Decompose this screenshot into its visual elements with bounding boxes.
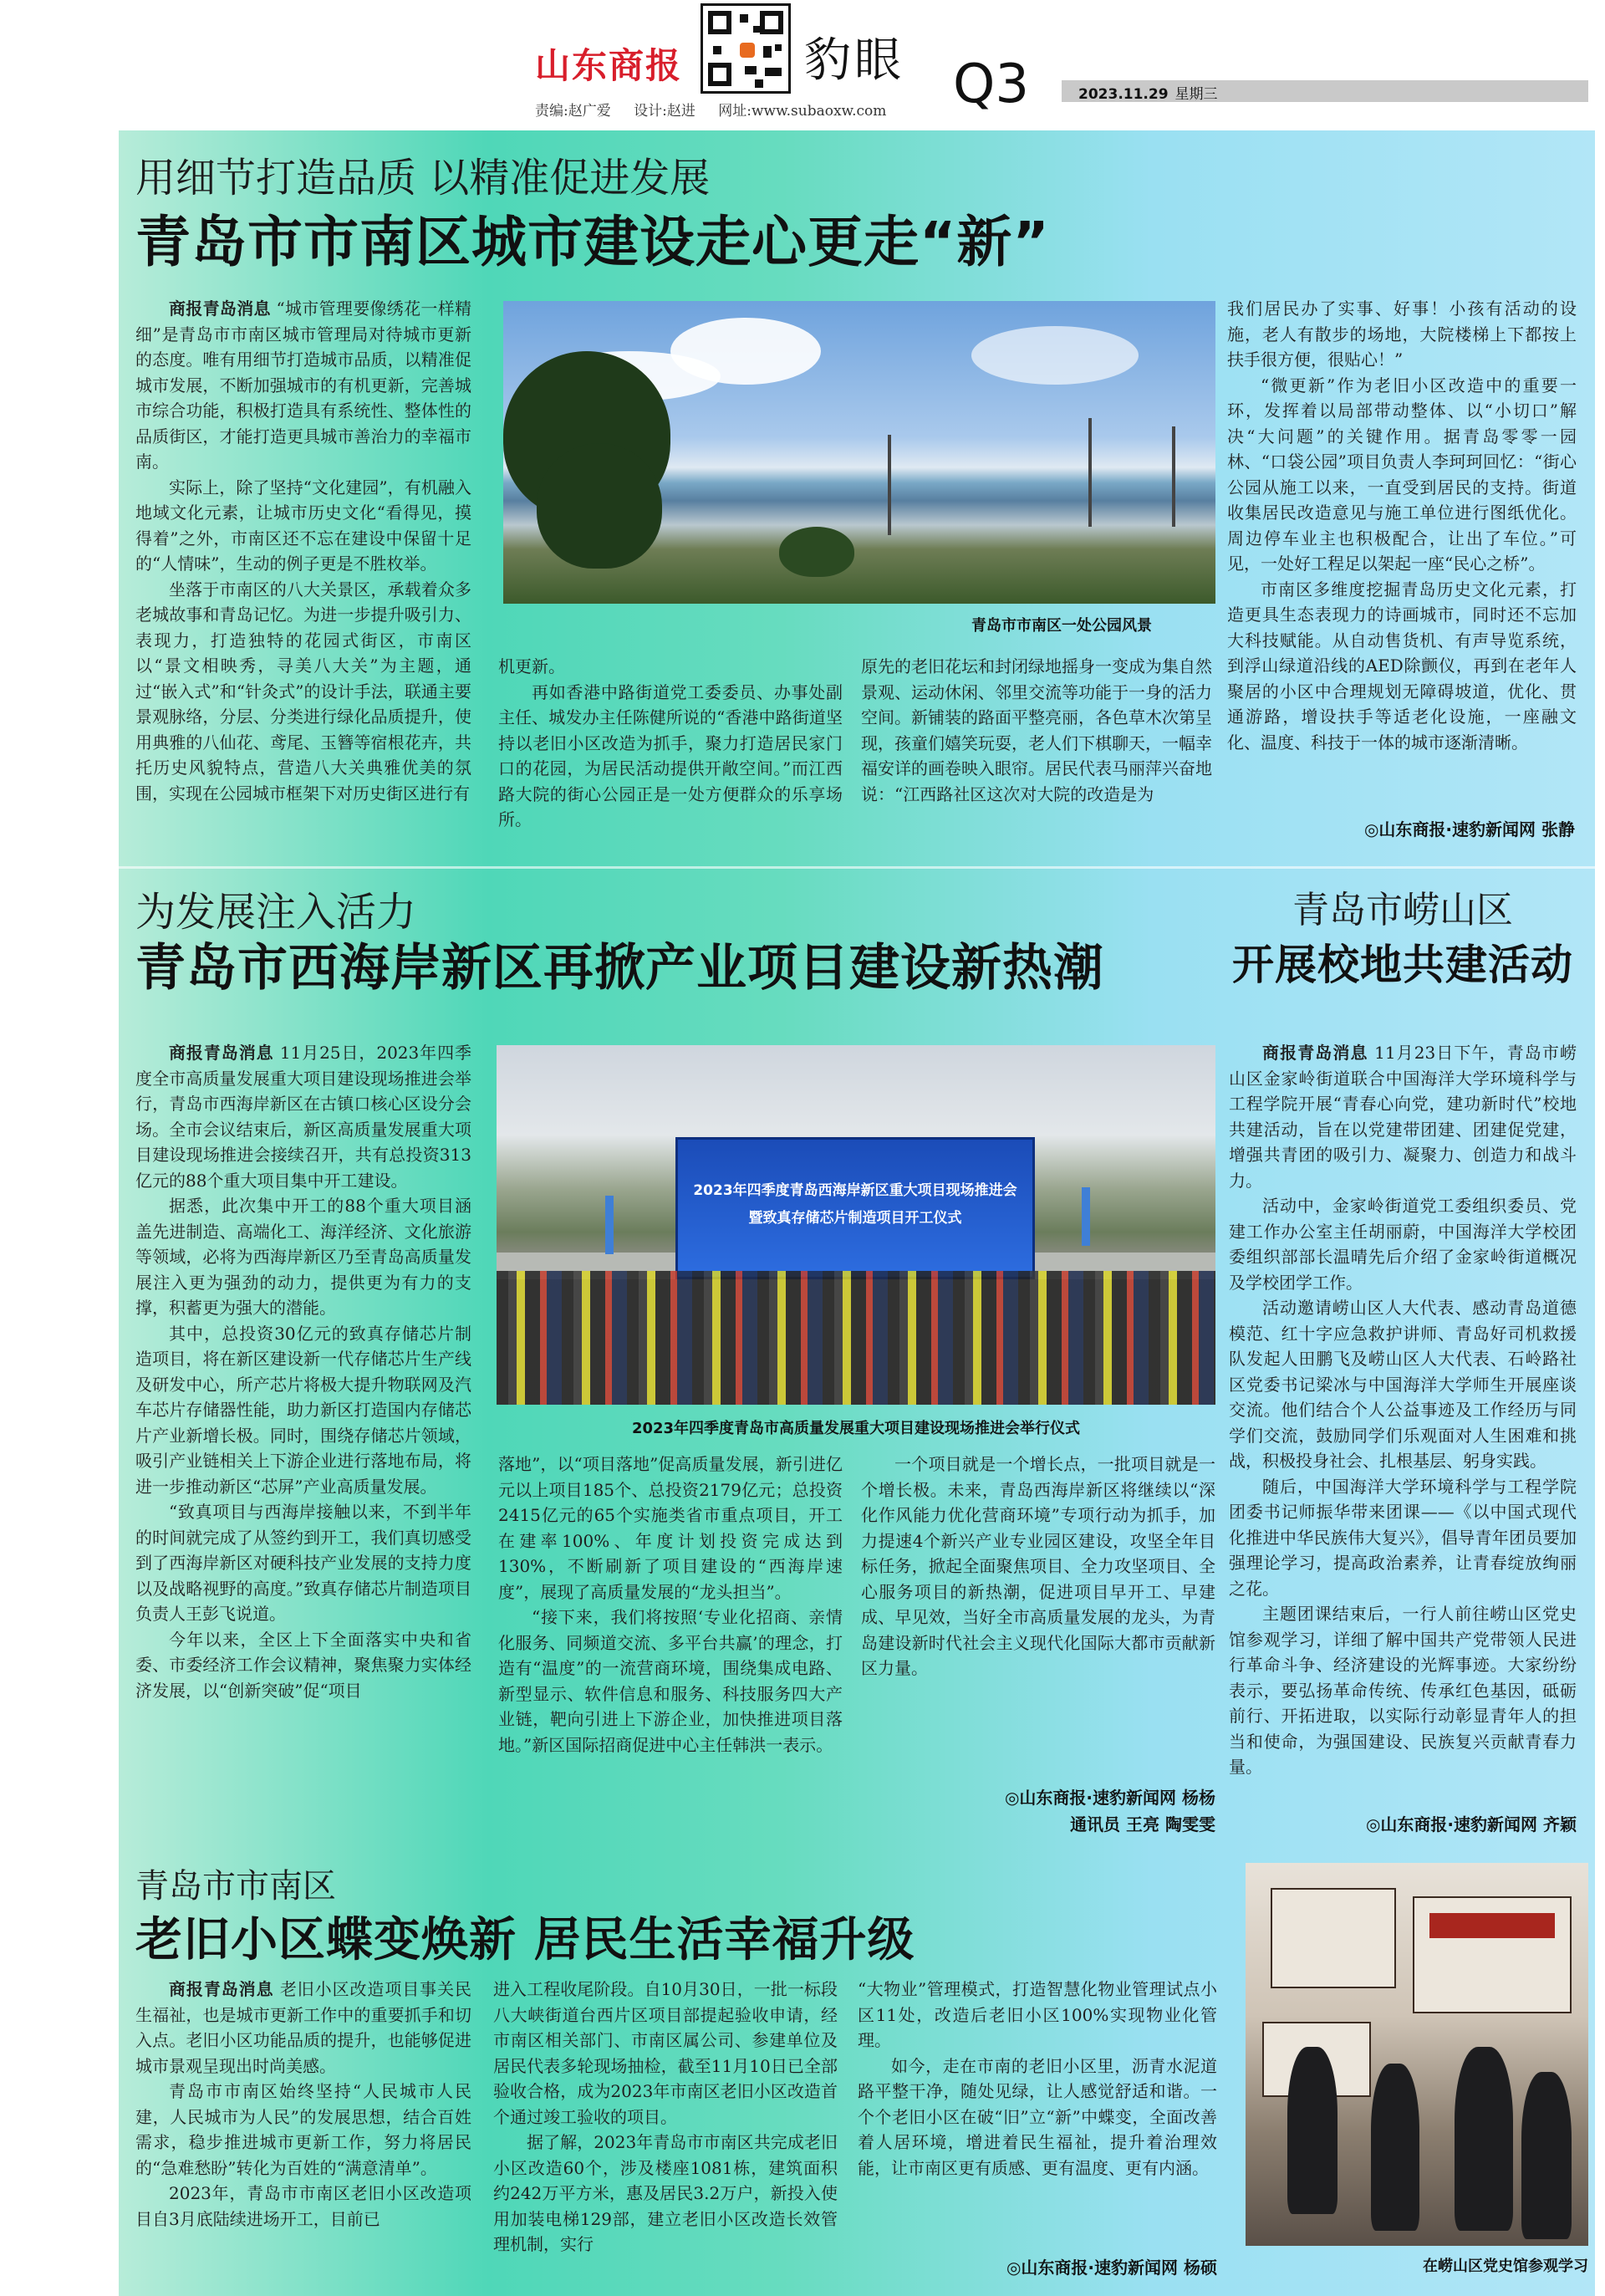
- article3-para: 主题团课结束后，一行人前往崂山区党史馆参观学习，详细了解中国共产党带领人民进行革命斗争、经济建设的光辉事迹。大家纷纷表示，要弘扬革命传统、传承红色基因，砥砺前行、开拓进取，以实际行动彰显青年人的担当和使命，为强国建设、民族复兴贡献青春力量。: [1229, 1604, 1577, 1776]
- article1-para: 市南区多维度挖掘青岛历史文化元素，打造更具生态表现力的诗画城市，同时还不忘加大科技赋能。从自动售货机、有声导览系统，到浮山绿道沿线的AED除颤仪，再到在老年人聚居的小区中合理规划无障碍坡道，优化、贯通游路，增设扶手等适老化设施，一座融文化、温度、科技于一体的城市逐渐清晰。: [1227, 579, 1577, 753]
- article3-para: 11月23日下午，青岛市崂山区金家岭街道联合中国海洋大学环境科学与工程学院开展“青春心向党，建功新时代”校地共建活动，旨在以党建带团建、团建促党建，增强共青团的吸引力、凝聚力、创造力和战斗力。: [1229, 1043, 1577, 1191]
- article2-photo-caption: 2023年四季度青岛市高质量发展重大项目建设现场推进会举行仪式: [631, 1420, 1081, 1437]
- article3-para: 活动中，金家岭街道党工委组织委员、党建工作办公室主任胡丽蔚，中国海洋大学校团委组织部部长温晴先后介绍了金家岭街道概况及学校团学工作。: [1229, 1196, 1577, 1293]
- screen-title: 2023年四季度青岛西海岸新区重大项目现场推进会: [693, 1182, 1017, 1199]
- article2-para: 11月25日，2023年四季度全市高质量发展重大项目建设现场推进会举行，青岛市西海岸新区在古镇口核心区设分会场。全市会议结束后，新区高质量发展重大项目建设现场推进会接续召开，共有总投资313亿元的88个重大项目集中开工建设。: [135, 1043, 471, 1191]
- paper-logo: 山东商报: [535, 45, 683, 86]
- article4-para: 老旧小区改造项目事关民生福祉，也是城市更新工作中的重要抓手和切入点。老旧小区功能品质的提升，也能够促进城市景观呈现出时尚美感。: [135, 1979, 471, 2076]
- section-name: 豹眼: [804, 33, 904, 88]
- qr-code-icon: [701, 3, 791, 94]
- article1-byline: ◎山东商报·速豹新闻网 张静: [1363, 819, 1575, 839]
- article2-kicker: 为发展注入活力: [135, 889, 417, 936]
- article4-column-2: [493, 1977, 838, 2286]
- article2-para: “致真项目与西海岸接触以来，不到半年的时间就完成了从签约到开工，我们真切感受到了西海岸新区对硬科技产业发展的支持力度以及战略视野的高度。”致真存储芯片制造项目负责人王彭飞说道。: [135, 1502, 471, 1624]
- article1-para: 我们居民办了实事、好事！小孩有活动的设施，老人有散步的场地，大院楼梯上下都按上扶手很方便，很贴心！”: [1227, 298, 1577, 370]
- article4-para: 据了解，2023年青岛市市南区共完成老旧小区改造60个，涉及楼座1081栋，建筑面积约242万平方米，惠及居民3.2万户，新投入使用加装电梯129部，建立老旧小区改造长效管理机制，实行: [493, 2132, 838, 2254]
- article3-lead: 商报青岛消息: [1262, 1043, 1368, 1063]
- article2-para: 据悉，此次集中开工的88个重大项目涵盖先进制造、高端化工、海洋经济、文化旅游等领域，必将为西海岸新区乃至青岛高质量发展注入更为强劲的动力，提供更为有力的支撑，积蓄更为强大的潜能。: [135, 1196, 471, 1318]
- article1-photo-park: [503, 301, 1215, 604]
- credits: [535, 99, 904, 120]
- page-number: Q3: [953, 54, 1030, 115]
- date-value: 2023.11.29: [1078, 86, 1169, 103]
- article2-byline-correspondents: 通讯员 王亮 陶雯雯: [1070, 1814, 1215, 1834]
- article4-column-3: [858, 1977, 1217, 2227]
- article2-column-2: [498, 1452, 843, 1850]
- weekday: 星期三: [1174, 86, 1218, 103]
- article1-para: 原先的老旧花坛和封闭绿地摇身一变成为集自然景观、运动休闲、邻里交流等功能于一身的活力空间。新铺装的路面平整亮丽，各色草木次第呈现，孩童们嬉笑玩耍，老人们下棋聊天，一幅幸福安详的画卷映入眼帘。居民代表马丽萍兴奋地说：“江西路社区这次对大院的改造是为: [861, 656, 1212, 804]
- article4-para: 青岛市市南区始终坚持“人民城市人民建，人民城市为人民”的发展思想，结合百姓需求，稳步推进城市更新工作，努力将居民的“急难愁盼”转化为百姓的“满意清单”。: [135, 2081, 471, 2178]
- article1-para: 机更新。: [498, 656, 565, 676]
- article4-para: “大物业”管理模式，打造智慧化物业管理试点小区11处，改造后老旧小区100%实现物业化管理。: [858, 1979, 1217, 2050]
- article1-column-2: [498, 654, 843, 855]
- article1-column-4: [1227, 296, 1577, 798]
- article4-headline: 老旧小区蝶变焕新 居民生活幸福升级: [135, 1913, 915, 1967]
- article1-para: “微更新”作为老旧小区改造中的重要一环，发挥着以局部带动整体、以“小切口”解决“大问题”的关键作用。据青岛零零一园林、“口袋公园”项目负责人李珂珂回忆：“街心公园从施工以来，一直受到居民的支持。街道收集居民改造意见与施工单位进行图纸优化。周边停车业主也积极配合，让出了车位。”可见，一处好工程足以架起一座“民心之桥”。: [1227, 375, 1577, 574]
- article2-headline: 青岛市西海岸新区再掀产业项目建设新热潮: [135, 939, 1104, 997]
- article2-para: 一个项目就是一个增长点，一批项目就是一个增长极。未来，青岛西海岸新区将继续以“深化作风能力优化营商环境”专项行动为抓手，加力提速4个新兴产业专业园区建设，攻坚全年目标任务，掀起全面聚焦项目、全力攻坚项目、全心服务项目的新热潮，促进项目早开工、早建成、早见效，当好全市高质量发展的龙头，为青岛建设新时代社会主义现代化国际大都市贡献新区力量。: [861, 1454, 1215, 1678]
- article3-para: 随后，中国海洋大学环境科学与工程学院团委书记师振华带来团课——《以中国式现代化推进中华民族伟大复兴》，倡导青年团员要加强理论学习，提高政治素养，让青春绽放绚丽之花。: [1229, 1476, 1577, 1599]
- article2-para: 其中，总投资30亿元的致真存储芯片制造项目，将在新区建设新一代存储芯片生产线及研发中心，所产芯片将极大提升物联网及汽车芯片存储器性能，助力新区打造国内存储芯片产业新增长极。同时，围绕存储芯片领域，吸引产业链相关上下游企业进行落地布局，将进一步推动新区“芯屏”产业高质量发展。: [135, 1323, 471, 1497]
- article2-para: 落地”，以“项目落地”促高质量发展，新引进亿元以上项目185个、总投资2179亿元；总投资2415亿元的65个实施类省市重点项目，开工在建率100%、年度计划投资完成达到130%，不断刷新了项目建设的“西海岸速度”，展现了高质量发展的“龙头担当”。: [498, 1454, 843, 1602]
- article1-para: “城市管理要像绣花一样精细”是青岛市市南区城市管理局对待城市更新的态度。唯有用细节打造城市品质，以精准促城市发展，不断加强城市的有机更新，完善城市综合功能，积极打造具有系统性、整体性的品质街区，才能打造更具城市善治力的幸福市南。: [135, 298, 471, 472]
- article2-photo-ceremony: [497, 1045, 1215, 1405]
- article2-column-1: [135, 1040, 471, 1850]
- article1-column-1: [135, 296, 471, 855]
- article1-para: 再如香港中路街道党工委委员、办事处副主任、城发办主任陈健所说的“香港中路街道坚持以老旧小区改造为抓手，聚力打造居民家门口的花园，为居民活动提供开敞空间。”而江西路大院的街心公园正是一处方便群众的乐享场所。: [498, 681, 843, 829]
- article1-photo-caption: 青岛市市南区一处公园风景: [971, 617, 1152, 635]
- masthead: [0, 0, 1605, 120]
- article3-photo-caption: 在崂山区党史馆参观学习: [1423, 2258, 1588, 2275]
- article3-para: 活动邀请崂山区人大代表、感动青岛道德模范、红十字应急救护讲师、青岛好司机救援队发起人田鹏飞及崂山区人大代表、石岭路社区党委书记梁冰与中国海洋大学师生开展座谈交流。他们结合个人公益事迹及工作经历与同学们交流，鼓励同学们乐观面对人生困难和挑战，积极投身社会、扎根基层、躬身实践。: [1229, 1298, 1577, 1471]
- article1-para: 实际上，除了坚持“文化建园”，有机融入地域文化元素，让城市历史文化“看得见，摸得着”之外，市南区还不忘在建设中保留十足的“人情味”，生动的例子更是不胜枚举。: [135, 477, 471, 574]
- article3-byline: ◎山东商报·速豹新闻网 齐颖: [1365, 1814, 1577, 1834]
- designer-credit: 设计:赵进: [634, 103, 696, 120]
- article1-para: 坐落于市南区的八大关景区，承载着众多老城故事和青岛记忆。为进一步提升吸引力、表现力，打造独特的花园式街区，市南区以“景文相映秀，寻美八大关”为主题，通过“嵌入式”和“针灸式”的设计手法，联通主要景观脉络，分层、分类进行绿化品质提升，使用典雅的八仙花、鸢尾、玉簪等宿根花卉，共托历史风貌特点，营造八大关典雅优美的氛围，实现在公园城市框架下对历史街区进行有: [135, 579, 471, 804]
- article2-column-3: [861, 1452, 1215, 1702]
- article3-headline: 开展校地共建活动: [1232, 941, 1573, 989]
- article3-kicker: 青岛市崂山区: [1292, 889, 1513, 931]
- article3-column-1: [1229, 1040, 1577, 1776]
- screen-subtitle: 暨致真存储芯片制造项目开工仪式: [748, 1210, 962, 1227]
- article2-byline: ◎山东商报·速豹新闻网 杨杨: [1004, 1788, 1215, 1808]
- article4-para: 进入工程收尾阶段。自10月30日，一批一标段八大峡街道台西片区项目部提起验收申请，经市南区相关部门、市南区属公司、参建单位及居民代表多轮现场抽检，截至11月10日已全部验收合格，成为2023年市南区老旧小区改造首个通过竣工验收的项目。: [493, 1979, 838, 2127]
- article4-byline: ◎山东商报·速豹新闻网 杨硕: [1006, 2258, 1217, 2278]
- section-divider: [119, 866, 1595, 869]
- article1-headline: 青岛市市南区城市建设走心更走“新”: [135, 210, 1050, 274]
- article4-lead: 商报青岛消息: [169, 1979, 274, 1999]
- article4-column-1: [135, 1977, 471, 2286]
- article1-kicker: 用细节打造品质 以精准促进发展: [135, 155, 711, 202]
- issue-date: [1078, 82, 1218, 103]
- article3-photo-museum: [1246, 1863, 1588, 2246]
- article2-para: 今年以来，全区上下全面落实中央和省委、市委经济工作会议精神，聚焦聚力实体经济发展，以“创新突破”促“项目: [135, 1629, 471, 1701]
- article2-lead: 商报青岛消息: [169, 1043, 274, 1063]
- article4-kicker: 青岛市市南区: [135, 1867, 336, 1906]
- article1-lead: 商报青岛消息: [169, 298, 271, 319]
- article2-para: “接下来，我们将按照‘专业化招商、亲情化服务、同频道交流、多平台共赢’的理念，打造有“温度”的一流营商环境，围绕集成电路、新型显示、软件信息和服务、科技服务四大产业链，靶向引进上下游企业，加快推进项目落地。”新区国际招商促进中心主任韩洪一表示。: [498, 1607, 843, 1755]
- website-link[interactable]: 网址:www.subaoxw.com: [718, 103, 887, 120]
- article4-para: 如今，走在市南的老旧小区里，沥青水泥道路平整干净，随处见绿，让人感觉舒适和谐。一个个老旧小区在破“旧”立“新”中蝶变，全面改善着人居环境，增进着民生福祉，提升着治理效能，让市南区更有质感、更有温度、更有内涵。: [858, 2055, 1217, 2178]
- article1-column-3: [861, 654, 1212, 855]
- article4-para: 2023年，青岛市市南区老旧小区改造项目自3月底陆续进场开工，目前已: [135, 2183, 471, 2229]
- editor-credit: 责编:赵广爱: [535, 103, 611, 120]
